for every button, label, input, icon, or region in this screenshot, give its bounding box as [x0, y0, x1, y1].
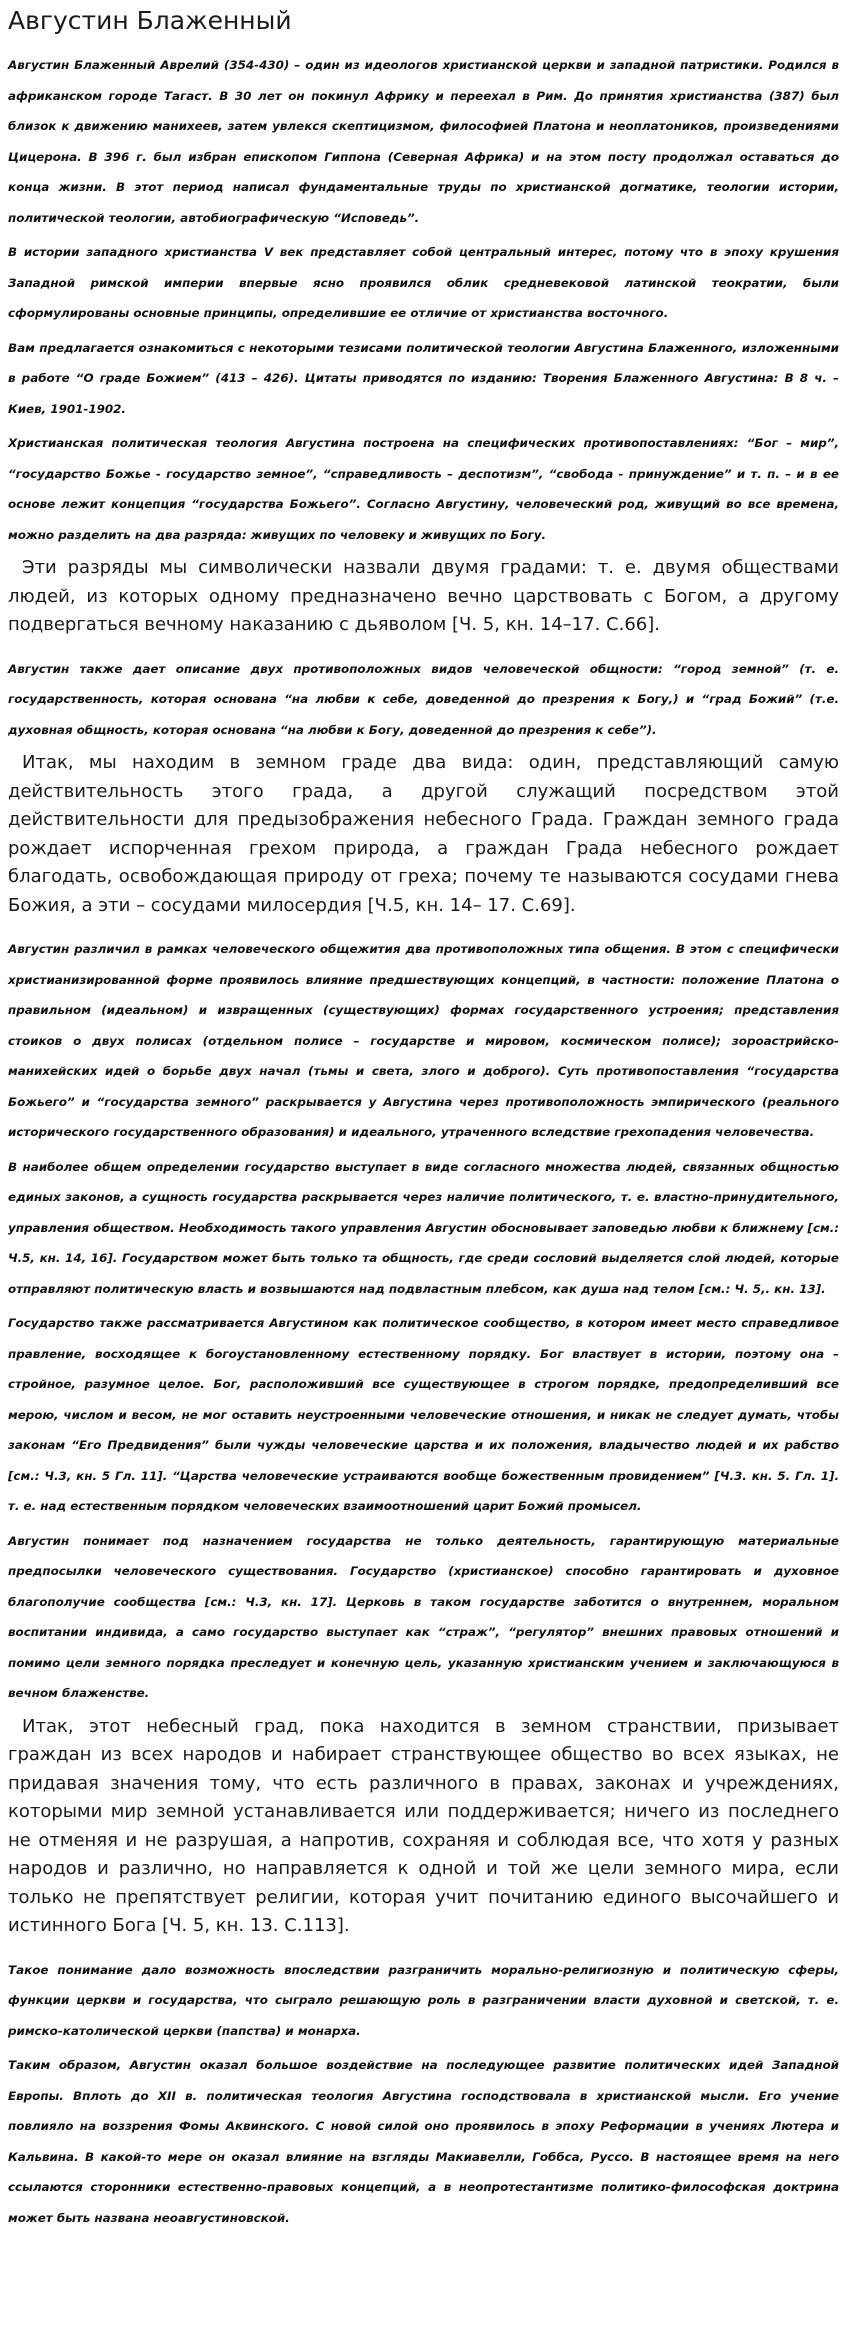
paragraph-two-types: Августин различил в рамках человеческого общежития два противоположных типа общения. В этом с специфически христианизированной форме проявилось влияние предшествующих концепций, в частности: положение Платона о правильном (идеальном) и извращенных (существующих) формах государственного устроения; представления стоиков о двух полисах (отдельном полисе – государстве и мировом, космическом полисе); зороастрийско-манихейских идей о борьбе двух начал (тьмы и света, злого и доброго). Суть противопоставления “государства Божьего” и “государства земного” раскрывается у Августина через противоположность эмпирического (реального исторического государственного образования) и идеального, утраченного вследствие грехопадения человечества. — [8, 942, 839, 1139]
paragraph-context: В истории западного христианства V век представляет собой центральный интерес, потому что в эпоху крушения Западной римской империи впервые ясно проявился облик средневековой латинской теократии, были сформулированы основные принципы, определившие ее отличие от христианства восточного. — [8, 245, 839, 320]
paragraph-state-community: Государство также рассматривается Августином как политическое сообщество, в котором имеет место справедливое правление, восходящее к богоустановленному естественному порядку. Бог властвует в истории, поэтому она – стройное, разумное целое. Бог, расположивший все существующее в строгом порядке, предопределивший все мерою, числом и весом, не мог оставить неустроенными человеческие отношения, и никак не следует думать, чтобы законам “Его Предвидения” были чужды человеческие царства и их положения, владычество людей и их рабство [см.: Ч.3, кн. 5 Гл. 11]. “Царства человеческие устраиваются вообще божественным провидением” [Ч.3. кн. 5. Гл. 1]. т. е. над естественным порядком человеческих взаимоотношений царит Божий промысел. — [8, 1316, 839, 1513]
paragraph-two-communities: Августин также дает описание двух противоположных видов человеческой общности: “город земной” (т. е. государственность, которая основана “на любви к себе, доведенной до презрения к Богу,) и “град Божий” (т.е. духовная общность, которая основана “на любви к Богу, доведенной до презрения к себе”). — [8, 661, 839, 737]
paragraph-state-purpose: Августин понимает под назначением государства не только деятельность, гарантирующую материальные предпосылки человеческого существования. Государство (христианское) способно гарантировать и духовное благополучие сообщества [см.: Ч.3, кн. 17]. Церковь в таком государстве заботится о внутреннем, моральном воспитании индивида, а само государство выступает как “страж”, “регулятор” внешних правовых отношений и помимо цели земного порядка преследует и конечную цель, указанную христианским учением и заключающуюся в вечном блаженстве. — [8, 1533, 839, 1700]
paragraph-introduction: Вам предлагается ознакомиться с некоторыми тезисами политической теологии Августина Блаженного, изложенными в работе “О граде Божием” (413 – 426). Цитаты приводятся по изданию: Творения Блаженного Августина: В 8 ч. – Киев, 1901-1902. — [8, 340, 839, 416]
paragraph-influence: Таким образом, Августин оказал большое воздействие на последующее развитие политических идей Западной Европы. Вплоть до XII в. политическая теология Августина господствовала в христианской мысли. Его учение повлияло на воззрения Фомы Аквинского. С новой силой оно проявилось в эпоху Реформации в учениях Лютера и Кальвина. В какой-то мере он оказал влияние на взгляды Макиавелли, Гоббса, Руссо. В настоящее время на него ссылаются сторонники естественно-правовых концепций, а в неопротестантизме политико-философская доктрина может быть названа неоавгустиновской. — [8, 2058, 839, 2225]
document-page — [0, 6, 847, 2233]
paragraph-political-theology: Христианская политическая теология Августина построена на специфических противопоставлениях: “Бог – мир”, “государство Божье - государство земное”, “справедливость – деспотизм”, “свобода - принуждение” и т. п. – и в ее основе лежит концепция “государства Божьего”. Согласно Августину, человеческий род, живущий во все времена, можно разделить на два разряда: живущих по человеку и живущих по Богу. — [8, 436, 839, 542]
quote-two-cities: Эти разряды мы символически назвали двумя градами: т. е. двумя обществами людей, из которых одному предназначено вечно царствовать с Богом, а другому подвергаться вечному наказанию с дьяволом [Ч. 5, кн. 14–17. С.66]. — [8, 557, 839, 635]
quote-earthly-city: Итак, мы находим в земном граде два вида: один, представляющий самую действительность этого града, а другой служащий посредством этой действительности для предызображения небесного Града. Граждан земного града рождает испорченная грехом природа, а граждан Града небесного рождает благодать, освобождающая природу от греха; почему те называются сосудами гнева Божия, а эти – сосудами милосердия [Ч.5, кн. 14– 17. С.69]. — [8, 752, 839, 916]
page-title: Августин Блаженный — [8, 6, 292, 35]
quote-heavenly-city: Итак, этот небесный град, пока находится в земном странствии, призывает граждан из всех народов и набирает странствующее общество во всех языках, не придавая значения тому, что есть различного в правах, законах и учреждениях, которыми мир земной устанавливается или поддерживается; ничего из последнего не отменяя и не разрушая, а напротив, сохраняя и соблюдая все, что хотя у разных народов и различно, но направляется к одной и той же цели земного мира, если только не препятствует религии, которая учит почитанию единого высочайшего и истинного Бога [Ч. 5, кн. 13. С.113]. — [8, 1715, 839, 1936]
paragraph-separation: Такое понимание дало возможность впоследствии разграничить морально-религиозную и политическую сферы, функции церкви и государства, что сыграло решающую роль в разграничении власти духовной и светской, т. е. римско-католической церкви (папства) и монарха. — [8, 1962, 839, 2038]
paragraph-state-definition: В наиболее общем определении государство выступает в виде согласного множества людей, связанных общностью единых законов, а сущность государства раскрывается через наличие политического, т. е. властно-принудительного, управления обществом. Необходимость такого управления Августин обосновывает заповедью любви к ближнему [см.: Ч.5, кн. 14, 16]. Государством может быть только та общность, где среди сословий выделяется слой людей, которые отправляют политическую власть и возвышаются над подвластным плебсом, как душа над телом [см.: Ч. 5,. кн. 13]. — [8, 1159, 839, 1296]
paragraph-biography: Августин Блаженный Аврелий (354-430) – один из идеологов христианской церкви и западной патристики. Родился в африканском городе Тагаст. В 30 лет он покинул Африку и переехал в Рим. До принятия христианства (387) был близок к движению манихеев, затем увлекся скептицизмом, философией Платона и неоплатоников, произведениями Цицерона. В 396 г. был избран епископом Гиппона (Северная Африка) и на этом посту продолжал оставаться до конца жизни. В этот период написал фундаментальные труды по христианской догматике, теологии истории, политической теологии, автобиографическую “Исповедь”. — [8, 58, 839, 225]
